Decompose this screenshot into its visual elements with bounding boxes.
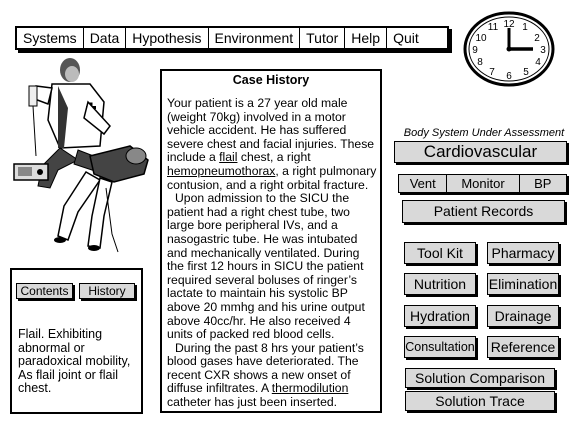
contents-button[interactable]: Contents: [16, 283, 73, 299]
tool-kit-button[interactable]: Tool Kit: [404, 242, 476, 264]
menu-hypothesis[interactable]: Hypothesis: [126, 28, 208, 48]
elimination-button[interactable]: Elimination: [487, 273, 559, 295]
monitor-button[interactable]: Monitor: [447, 175, 519, 192]
history-button[interactable]: History: [79, 283, 135, 299]
term-link-flail[interactable]: flail: [219, 150, 238, 165]
solution-trace-button[interactable]: Solution Trace: [405, 391, 555, 411]
nutrition-button[interactable]: Nutrition: [404, 273, 476, 295]
patient-records-button[interactable]: Patient Records: [402, 200, 565, 223]
hydration-button[interactable]: Hydration: [404, 305, 476, 327]
vent-button[interactable]: Vent: [399, 175, 447, 192]
body-system-label: Body System Under Assessment: [403, 127, 565, 139]
menu-bar: [15, 26, 449, 50]
case-text-segment: chest, a right: [237, 150, 311, 165]
clock-numeral-2: 2: [534, 33, 540, 44]
clock-numeral-11: 11: [487, 22, 499, 33]
menu-tutor[interactable]: Tutor: [300, 28, 345, 48]
consultation-button[interactable]: Consultation: [404, 336, 476, 358]
clock-numeral-6: 6: [506, 71, 512, 82]
clock-numeral-10: 10: [475, 33, 487, 44]
menu-quit[interactable]: Quit: [393, 30, 419, 46]
term-link-hemopneumothorax[interactable]: hemopneumothorax: [167, 163, 276, 178]
reference-button[interactable]: Reference: [487, 336, 559, 358]
clock-numeral-9: 9: [472, 45, 478, 56]
clock-numeral-3: 3: [540, 45, 546, 56]
drainage-button[interactable]: Drainage: [487, 305, 559, 327]
case-history-panel[interactable]: [160, 69, 382, 413]
case-paragraph-3: [167, 342, 379, 410]
clock-icon: [459, 8, 559, 88]
clock-numeral-1: 1: [522, 22, 528, 33]
case-history-text: [167, 97, 379, 410]
current-system-display[interactable]: Cardiovascular: [394, 141, 567, 163]
glossary-panel: [10, 268, 143, 414]
pharmacy-button[interactable]: Pharmacy: [487, 242, 559, 264]
medic-illustration: [8, 56, 156, 254]
case-text-segment: During the past 8 hrs your patient’s blood gases have deteriorated. The recent CXR shows a new onset of diffuse infiltrates. A: [167, 340, 364, 396]
case-history-title: Case History: [232, 73, 310, 87]
case-text-segment: Your patient is a 27 year old male (weight 70kg) involved in a motor vehicle accident. He has suffered severe chest and facial injuries. These include a: [167, 96, 375, 165]
case-text-segment: catheter has just been inserted.: [167, 395, 338, 410]
case-paragraph-2: Upon admission to the SICU the patient had a right chest tube, two large bore peripheral IVs, and a nasogastric tube. He was intubated and mechanically ventilated. During the first 12 hours in SICU the patient required several boluses of ringer’s lactate to maintain his systolic BP above 20 mmhg and his urine output above 40cc/hr. He also received 4 units of packed red blood cells.: [167, 191, 365, 342]
menu-environment[interactable]: Environment: [209, 28, 301, 48]
menu-systems[interactable]: Systems: [17, 28, 84, 48]
glossary-definition: Flail. Exhibiting abnormal or paradoxical mobility, As flail joint or flail chest.: [18, 327, 131, 395]
clock-numeral-8: 8: [477, 57, 483, 68]
clock-numeral-12: 12: [503, 19, 515, 30]
clock-numeral-5: 5: [523, 67, 529, 78]
case-text-segment: , a right pulmonary contusion, and a right orbital fracture.: [167, 163, 377, 192]
term-link-thermodilution[interactable]: thermodilution: [271, 381, 349, 396]
monitor-bar: [398, 174, 567, 193]
menu-help[interactable]: Help: [345, 28, 387, 48]
clock-numeral-4: 4: [535, 57, 541, 68]
menu-data[interactable]: Data: [84, 28, 127, 48]
clock-numeral-7: 7: [489, 67, 495, 78]
case-paragraph-1: [167, 97, 379, 192]
bp-button[interactable]: BP: [534, 176, 552, 191]
solution-comparison-button[interactable]: Solution Comparison: [405, 368, 555, 388]
